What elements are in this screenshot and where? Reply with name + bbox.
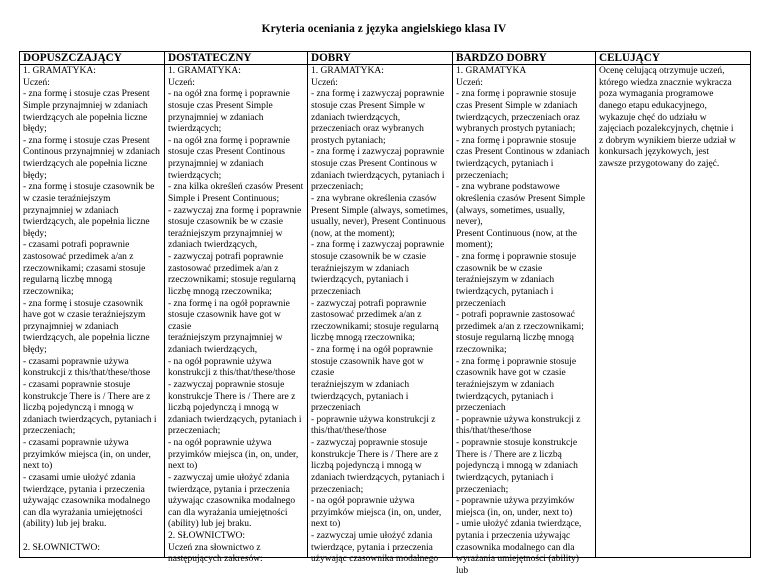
- criteria-text-celujacy: Ocenę celującą otrzymuje uczeń, którego wiedza znacznie wykracza poza wymagania programowe danego etapu edukacyjnego, wykazuje chęć do udziału w zajęciach pozalekcyjnych, chętnie i z dobrym wynikiem bierze udział w konkursach językowych, jest zawsze przygotowany do zajęć.: [599, 66, 736, 169]
- header-celujacy: CELUJĄCY: [596, 52, 751, 65]
- header-dopuszczajacy: DOPUSZCZAJĄCY: [20, 52, 165, 65]
- cell-celujacy: [596, 65, 751, 558]
- cell-dobry: [308, 65, 453, 565]
- header-row: [20, 52, 751, 65]
- document-title: Kryteria oceniania z języka angielskiego klasa IV: [261, 23, 507, 35]
- header-dostateczny: DOSTATECZNY: [165, 52, 308, 65]
- cell-dopuszczajacy: [20, 65, 165, 558]
- header-bardzo-dobry: BARDZO DOBRY: [453, 52, 596, 65]
- criteria-text-dopuszczajacy: 1. GRAMATYKA: Uczeń: - zna formę i stosuje czas Present Simple przynajmniej w zdaniach twierdzących ale popełnia liczne błędy; - zna formę i stosuje czas Present Continous przynajmniej w zdaniach twierdzących ale popełnia liczne błędy; - zna formę i stosuje czasownik be w czasie teraźniejszym przynajmniej w zdaniach twierdzących, ale popełnia liczne błędy; - czasami potrafi poprawnie zastosować przedimek a/an z rzeczownikami; czasami stosuje regularną liczbę mnogą rzeczownika; - zna formę i stosuje czasownik have got w czasie teraźniejszym przynajmniej w zdaniach twierdzących, ale popełnia liczne błędy; - czasami poprawnie używa konstrukcji z this/that/these/those - czasami poprawnie stosuje konstrukcje There is / There are z liczbą pojedynczą i mnogą w zdaniach twierdzących, pytaniach i przeczeniach; - czasami poprawnie używa przyimków miejsca (in, on under, next to) - czasami umie ułożyć zdania twierdzące, pytania i przeczenia używając czasownika modalnego can dla wyrażania umiejętności (ability) lub jej braku. 2. SŁOWNICTWO:: [23, 66, 160, 553]
- criteria-text-dobry: 1. GRAMATYKA: Uczeń: - zna formę i zazwyczaj poprawnie stosuje czas Present Simple w zdaniach twierdzących, przeczeniach oraz wybranych prostych pytaniach; - zna formę i zazwyczaj poprawnie stosuje czas Present Continous w zdaniach twierdzących, pytaniach i przeczeniach; - zna wybrane określenia czasów Present Simple (always, sometimes, usually, never), Present Continuous (now, at the moment); - zna formę i zazwyczaj poprawnie stosuje czasownik be w czasie teraźniejszym w zdaniach twierdzących, pytaniach i przeczeniach - zazwyczaj potrafi poprawnie zastosować przedimek a/an z rzeczownikami; stosuje regularną liczbę mnogą rzeczownika; - zna formę i na ogół poprawnie stosuje czasownik have got w czasie teraźniejszym w zdaniach twierdzących, pytaniach i przeczeniach - poprawnie używa konstrukcji z this/that/these/those - zazwyczaj poprawnie stosuje konstrukcje There is / There are z liczbą pojedynczą i mnogą w zdaniach twierdzących, pytaniach i przeczeniach; - na ogół poprawnie używa przyimków miejsca (in, on, under, next to) - zazwyczaj umie ułożyć zdania twierdzące, pytania i przeczenia używając czasownika modalnego: [311, 66, 448, 565]
- criteria-row: [20, 65, 751, 558]
- criteria-text-dostateczny: 1. GRAMATYKA: Uczeń: - na ogół zna formę i poprawnie stosuje czas Present Simple przynajmniej w zdaniach twierdzących; - na ogół zna formę i poprawnie stosuje czas Present Continous przynajmniej w zdaniach twierdzących; - zna kilka określeń czasów Present Simple i Present Continuous; - zazwyczaj zna formę i poprawnie stosuje czasownik be w czasie teraźniejszym przynajmniej w zdaniach twierdzących, - zazwyczaj potrafi poprawnie zastosować przedimek a/an z rzeczownikami; stosuje regularną liczbę mnogą rzeczownika; - zna formę i na ogół poprawnie stosuje czasownik have got w czasie teraźniejszym przynajmniej w zdaniach twierdzących, - na ogół poprawnie używa konstrukcji z this/that/these/those - zazwyczaj poprawnie stosuje konstrukcje There is / There are z liczbą pojedynczą i mnogą w zdaniach twierdzących, pytaniach i przeczeniach; - na ogół poprawnie używa przyimków miejsca (in, on, under, next to) - zazwyczaj umie ułożyć zdania twierdzące, pytania i przeczenia używając czasownika modalnego can dla wyrażania umiejętności (ability) lub jej braku. 2. SŁOWNICTWO: Uczeń zna słownictwo z następujących zakresów:: [168, 66, 304, 565]
- header-dobry: DOBRY: [308, 52, 453, 65]
- cell-dostateczny: [165, 65, 308, 565]
- criteria-table: [19, 51, 751, 576]
- cell-bardzo-dobry: [453, 65, 596, 576]
- criteria-text-bardzo-dobry: 1. GRAMATYKA Uczeń: - zna formę i poprawnie stosuje czas Present Simple w zdaniach twierdzących, przeczeniach oraz wybranych prostych pytaniach; - zna formę i poprawnie stosuje czas Present Continous w zdaniach twierdzących, pytaniach i przeczeniach; - zna wybrane podstawowe określenia czasów Present Simple (always, sometimes, usually, never), Present Continuous (now, at the moment); - zna formę i poprawnie stosuje czasownik be w czasie teraźniejszym w zdaniach twierdzących, pytaniach i przeczeniach - potrafi poprawnie zastosować przedimek a/an z rzeczownikami; stosuje regularną liczbę mnogą rzeczownika; - zna formę i poprawnie stosuje czasownik have got w czasie teraźniejszym w zdaniach twierdzących, pytaniach i przeczeniach - poprawnie używa konstrukcji z this/that/these/those - poprawnie stosuje konstrukcje There is / There are z liczbą pojedynczą i mnogą w zdaniach twierdzących, pytaniach i przeczeniach; - poprawnie używa przyimków miejsca (in, on, under, next to) - umie ułożyć zdania twierdzące, pytania i przeczenia używając czasownika modalnego can dla wyrażania umiejętności (ability) lub: [456, 66, 590, 576]
